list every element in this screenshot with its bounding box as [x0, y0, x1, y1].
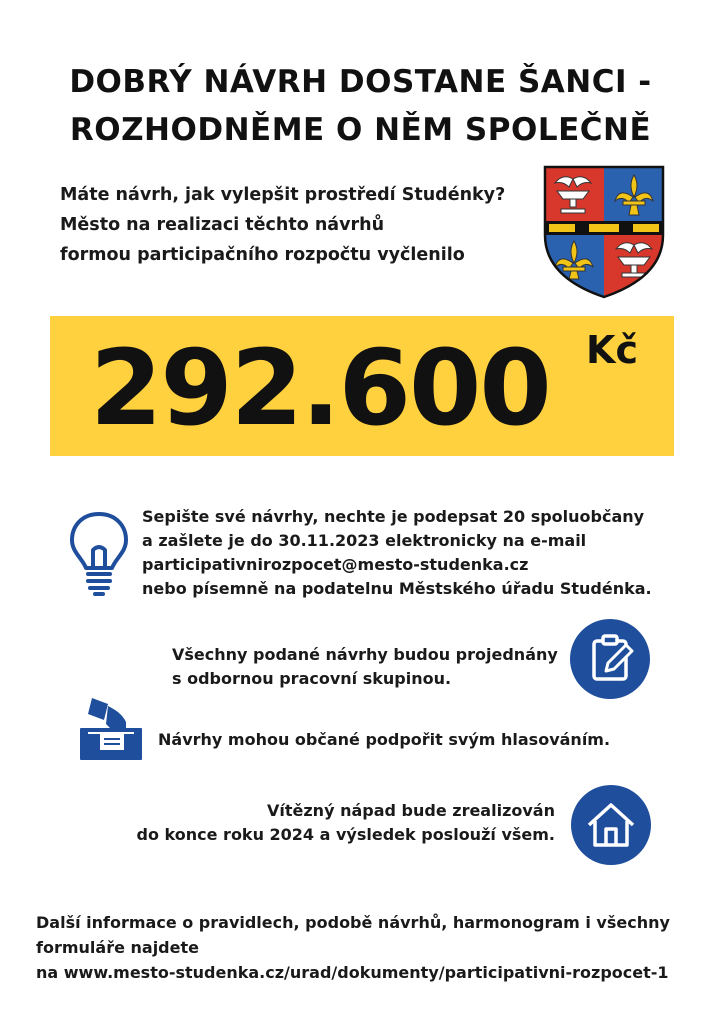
step-review-line-2: s odbornou pracovní skupinou. [172, 669, 452, 688]
footer-line-1: Další informace o pravidlech, podobě návrhů, harmonogram i všechny [36, 913, 670, 932]
ballot-box-icon [78, 698, 144, 760]
step-vote [158, 728, 610, 752]
intro-text [60, 180, 505, 270]
intro-line-1: Máte návrh, jak vylepšit prostředí Studénky? [60, 185, 506, 205]
footer-line-2: formuláře najdete [36, 938, 199, 957]
intro-line-2: Město na realizaci těchto návrhů [60, 215, 385, 235]
house-icon [571, 785, 651, 865]
step-submit-email: participativnirozpocet@mesto-studenka.cz [142, 555, 529, 574]
title-line-2: ROZHODNĚME O NĚM SPOLEČNĚ [69, 112, 652, 148]
intro-line-3: formou participačního rozpočtu vyčlenilo [60, 245, 465, 265]
footer-url: na www.mesto-studenka.cz/urad/dokumenty/participativni-rozpocet-1 [36, 963, 669, 982]
step-submit-line-4: nebo písemně na podatelnu Městského úřadu Studénka. [142, 579, 652, 598]
title-line-1: DOBRÝ NÁVRH DOSTANE ŠANCI - [69, 64, 652, 100]
step-submit-line-1: Sepište své návrhy, nechte je podepsat 20 spoluobčany [142, 507, 645, 526]
lightbulb-icon [68, 510, 130, 598]
step-vote-line-1: Návrhy mohou občané podpořit svým hlasováním. [158, 730, 611, 749]
step-realize-line-1: Vítězný nápad bude zrealizován [267, 801, 555, 820]
budget-amount: 292.600 [90, 327, 550, 449]
coat-of-arms [543, 165, 665, 299]
step-review [172, 643, 558, 691]
budget-currency: Kč [586, 328, 638, 372]
step-realize-line-2: do konce roku 2024 a výsledek poslouží všem. [136, 825, 555, 844]
step-realize [137, 799, 555, 847]
step-submit-line-2: a zašlete je do 30.11.2023 elektronicky na e-mail [142, 531, 587, 550]
clipboard-pen-icon [570, 619, 650, 699]
page-title [0, 58, 721, 154]
step-submit [142, 505, 652, 601]
footer-info [36, 910, 670, 985]
step-review-line-1: Všechny podané návrhy budou projednány [172, 645, 558, 664]
